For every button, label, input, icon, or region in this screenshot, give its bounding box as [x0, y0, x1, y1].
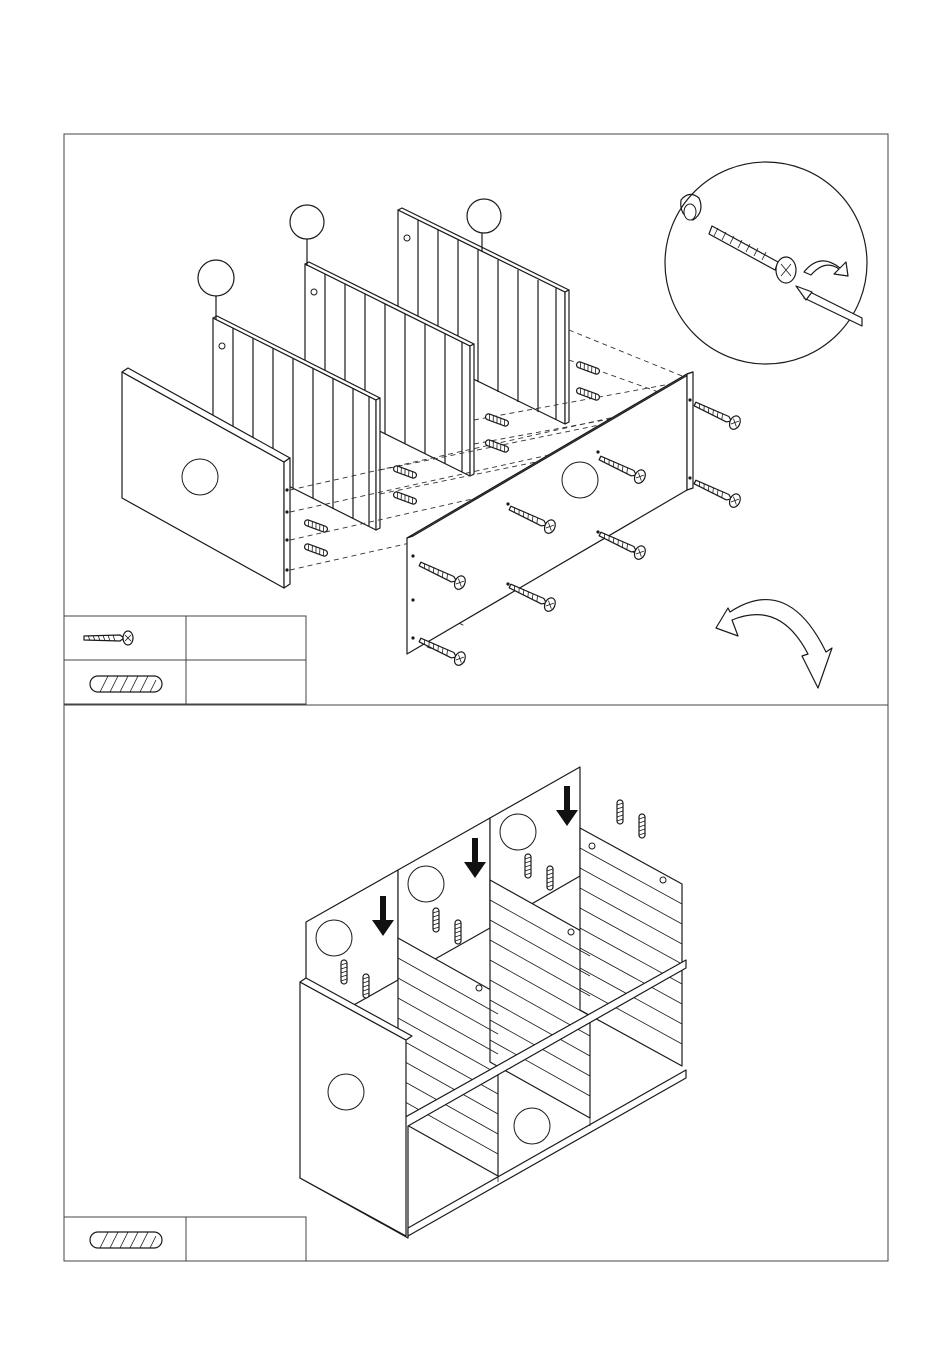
cable-hole [182, 459, 218, 495]
dowel-icon [90, 676, 162, 692]
rotate-arrow-icon [716, 600, 832, 688]
screw-icon [84, 631, 133, 645]
dowel-icon [90, 1232, 162, 1248]
panel-callout-circle [467, 199, 501, 233]
panel-callout-circle [290, 205, 324, 239]
cable-hole [562, 462, 598, 498]
hardware-legend-step2 [64, 1217, 306, 1261]
panel-callout-circle [198, 260, 234, 296]
hardware-legend-step1 [64, 616, 306, 704]
screw-detail-zoom [665, 162, 867, 364]
